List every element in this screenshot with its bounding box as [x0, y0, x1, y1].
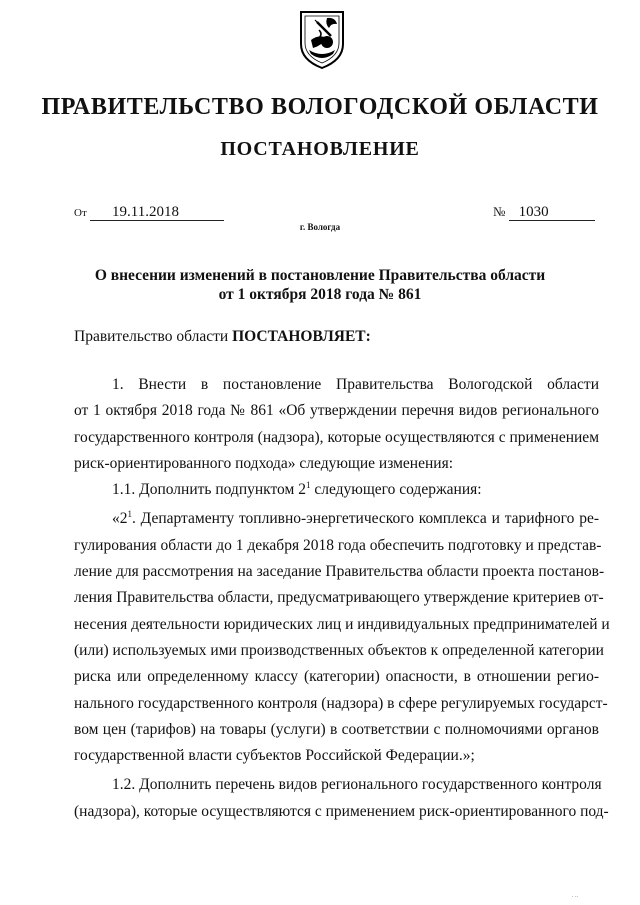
paragraph-1-line: 1. Внести в постановление Правительства Вологодской области [112, 376, 599, 393]
number-value: 1030 [509, 205, 595, 221]
superscript: 1 [127, 509, 132, 520]
paragraph-quote-line: ление для рассмотрения на заседание Правительства области проекта постанов- [74, 563, 605, 581]
paragraph-1-1-text: 1.1. Дополнить подпунктом 2 [112, 481, 306, 499]
paragraph-quote-line: гулирования области до 1 декабря 2018 года обеспечить подготовку и представ- [74, 536, 602, 554]
government-title: ПРАВИТЕЛЬСТВО ВОЛОГОДСКОЙ ОБЛАСТИ [41, 94, 599, 120]
paragraph-1-line: от 1 октября 2018 года № 861 «Об утверждении перечня видов регионального [74, 402, 599, 420]
coat-of-arms-emblem [297, 8, 347, 70]
scan-artifact: . .. [572, 893, 578, 899]
quote-line-text: . Департаменту топливно-энергетического комплекса и тарифного ре- [132, 510, 599, 528]
paragraph-quote-line: вом цен (тарифов) на товары (услуги) в соответствии с полномочиями органов [74, 720, 599, 738]
paragraph-1-1-tail: следующего содержания: [310, 481, 482, 499]
paragraph-quote-line [74, 506, 599, 532]
date-label: От [74, 207, 87, 219]
paragraph-quote-line: (или) используемых ими производственных объектов к определенной категории [74, 641, 604, 659]
paragraph-quote-line: риска или определенному классу (категории) опасности, в отношении регио- [74, 668, 599, 686]
paragraph-1-2-line: 1.2. Дополнить перечень видов регионального государственного контроля [112, 776, 602, 794]
paragraph-quote-line: несения деятельности юридических лиц и индивидуальных предпринимателей и [74, 615, 610, 633]
paragraph-1-line: риск-ориентированного подхода» следующие изменения: [74, 454, 454, 472]
document-date [74, 204, 224, 221]
document-number [493, 204, 595, 221]
paragraph-1-line: государственного контроля (надзора), которые осуществляются с применением [74, 428, 599, 446]
paragraph-1-2-line: (надзора), которые осуществляются с применением риск-ориентированного под- [74, 802, 609, 820]
city-label: г. Вологда [299, 222, 341, 232]
document-type-heading: ПОСТАНОВЛЕНИЕ [220, 138, 420, 160]
superscript: 1 [305, 480, 311, 491]
decree-keyword: ПОСТАНОВЛЯЕТ: [232, 328, 371, 345]
date-value: 19.11.2018 [90, 205, 224, 221]
paragraph-quote-line: нального государственного контроля (надзора) в сфере регулируемых государст- [74, 694, 608, 712]
subject-line-2: от 1 октября 2018 года № 861 [218, 286, 422, 303]
decree-statement [74, 328, 371, 346]
paragraph-quote-line: ления Правительства области, предусматривающего утверждение критериев от- [74, 589, 604, 607]
number-label: № [493, 204, 506, 219]
document-subject [0, 266, 640, 304]
quote-open: «2 [112, 510, 128, 528]
document-body [74, 372, 610, 825]
paragraph-quote-line: государственной власти субъектов Российской Федерации.»; [74, 747, 475, 765]
decree-prefix: Правительство области [74, 328, 233, 345]
paragraph-1-1 [74, 477, 599, 503]
subject-line-1: О внесении изменений в постановление Правительства области [94, 267, 546, 284]
